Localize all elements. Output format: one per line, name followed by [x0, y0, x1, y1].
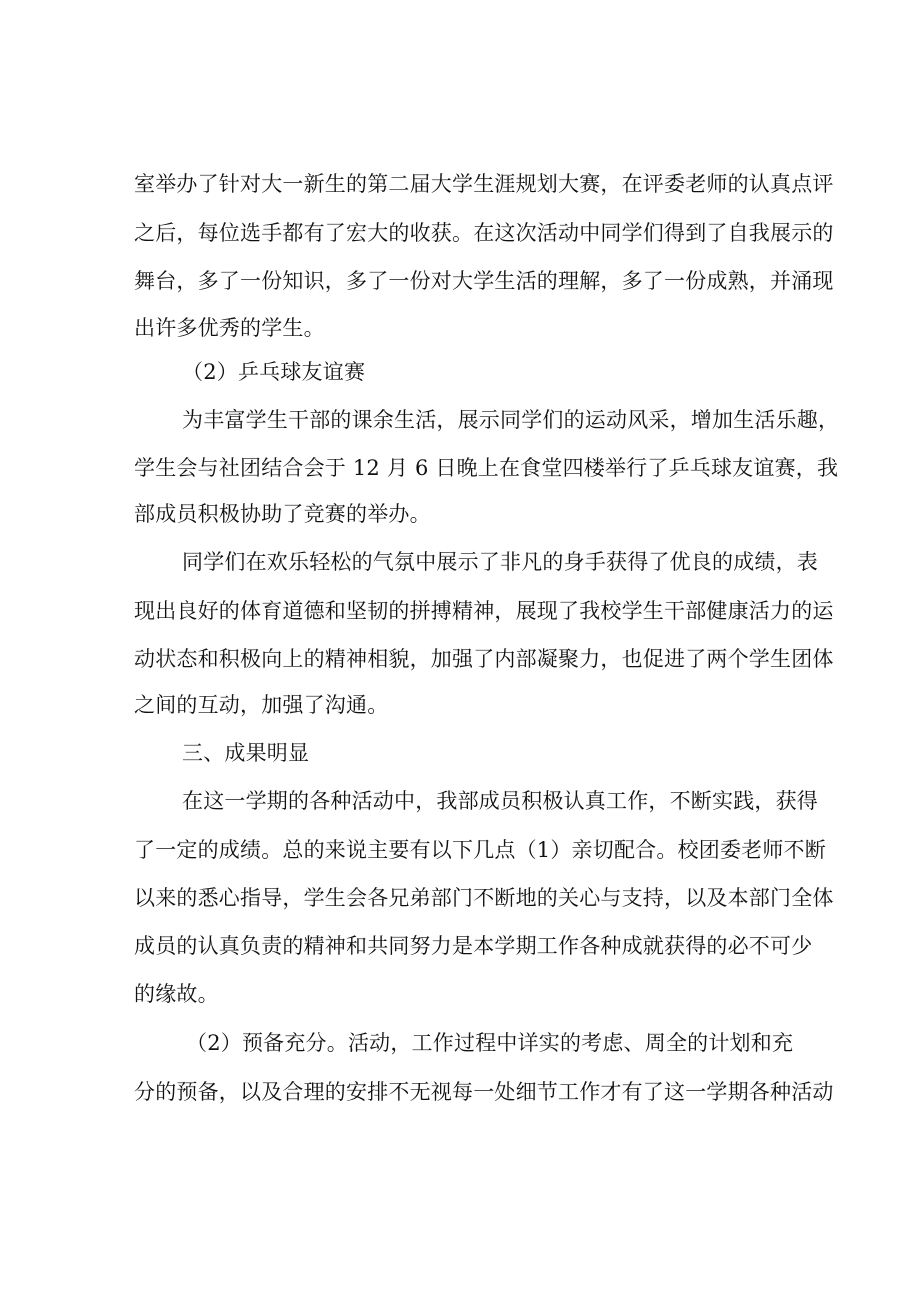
paragraph-line: 为丰富学生干部的课余生活，展示同学们的运动风采，增加生活乐趣， [182, 408, 840, 432]
paragraph-line: 现出良好的体育道德和坚韧的拼搏精神，展现了我校学生干部健康活力的运 [134, 599, 834, 623]
paragraph-line: 学生会与社团结合会于 12 月 6 日晚上在食堂四楼举行了乒乓球友谊赛，我 [134, 456, 839, 480]
paragraph-line: 室举办了针对大一新生的第二届大学生涯规划大赛，在评委老师的认真点评 [134, 172, 834, 196]
paragraph-line: 部成员积极协助了竞赛的举办。 [134, 502, 431, 526]
paragraph-line: 出许多优秀的学生。 [134, 316, 325, 340]
paragraph-line: 之间的互动，加强了沟通。 [134, 693, 389, 717]
paragraph-line: 在这一学期的各种活动中，我部成员积极认真工作，不断实践，获得 [182, 789, 818, 813]
section-heading: 三、成果明显 [182, 741, 310, 765]
paragraph-line: 的缘故。 [134, 982, 219, 1006]
paragraph-line: 同学们在欢乐轻松的气氛中展示了非凡的身手获得了优良的成绩，表 [182, 550, 818, 574]
paragraph-line: （2）预备充分。活动，工作过程中详实的考虑、周全的计划和充 [186, 1031, 794, 1055]
paragraph-line: 动状态和积极向上的精神相貌，加强了内部凝聚力，也促进了两个学生团体 [134, 647, 834, 671]
paragraph-line: 舞台，多了一份知识，多了一份对大学生活的理解，多了一份成熟，并涌现 [134, 269, 834, 293]
paragraph-line: 成员的认真负责的精神和共同努力是本学期工作各种成就获得的必不可少 [134, 934, 813, 958]
paragraph-line: 了一定的成绩。总的来说主要有以下几点（1）亲切配合。校团委老师不断 [134, 838, 826, 862]
section-subheading: （2）乒乓球友谊赛 [182, 360, 366, 384]
paragraph-line: 分的预备，以及合理的安排不无视每一处细节工作才有了这一学期各种活动 [134, 1080, 834, 1104]
paragraph-line: 之后，每位选手都有了宏大的收获。在这次活动中同学们得到了自我展示的 [134, 221, 834, 245]
paragraph-line: 以来的悉心指导，学生会各兄弟部门不断地的关心与支持，以及本部门全体 [134, 886, 834, 910]
